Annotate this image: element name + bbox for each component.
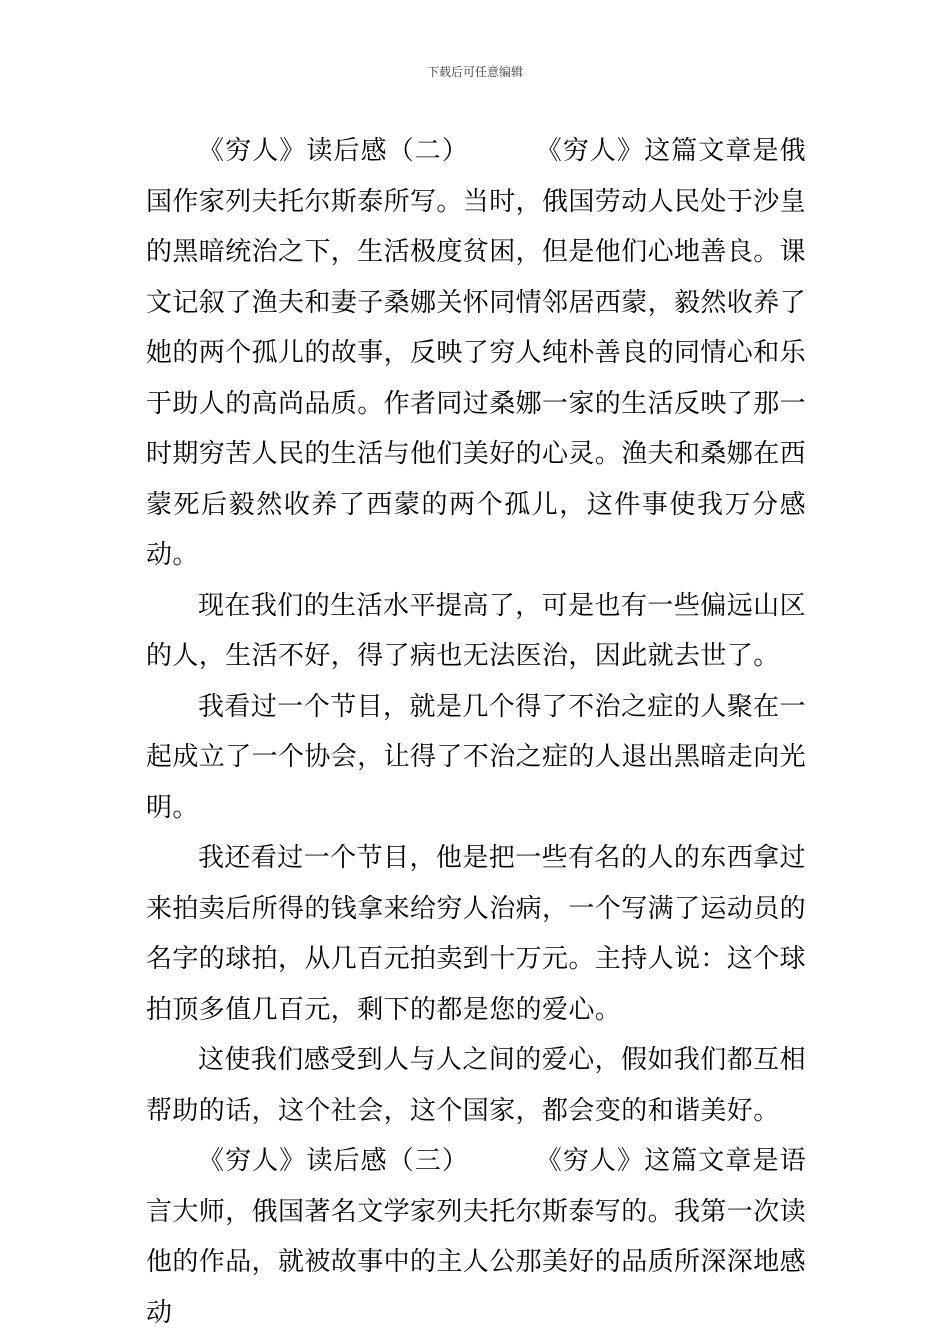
paragraph-4: [146, 833, 806, 1035]
paragraph-1-text: 《穷人》这篇文章是俄国作家列夫托尔斯泰所写。当时，俄国劳动人民处于沙皇的黑暗统治之下，生活极度贫困，但是他们心地善良。课文记叙了渔夫和妻子桑娜关怀同情邻居西蒙，毅然收养了她的两个孤儿的故事，反映了穷人纯朴善良的同情心和乐于助人的高尚品质。作者同过桑娜一家的生活反映了那一时期穷苦人民的生活与他们美好的心灵。渔夫和桑娜在西蒙死后毅然收养了西蒙的两个孤儿，这件事使我万分感动。: [146, 136, 807, 570]
paragraph-2: [146, 581, 806, 682]
page-header-note: 下载后可任意编辑: [426, 65, 523, 79]
essay-heading-3: 《穷人》读后感（三）: [198, 1146, 469, 1176]
paragraph-3: [146, 682, 806, 834]
paragraph-5-text: 这使我们感受到人与人之间的爱心，假如我们都互相帮助的话，这个社会，这个国家，都会变的和谐美好。: [146, 1045, 806, 1126]
paragraph-1: [146, 126, 806, 581]
paragraph-6-text: 《穷人》这篇文章是语言大师，俄国著名文学家列夫托尔斯泰写的。我第一次读他的作品，就被故事中的主人公那美好的品质所深深地感动: [146, 1146, 807, 1328]
paragraph-6: [146, 1136, 806, 1338]
paragraph-2-text: 现在我们的生活水平提高了，可是也有一些偏远山区的人，生活不好，得了病也无法医治，因此就去世了。: [146, 590, 806, 671]
paragraph-3-text: 我看过一个节目，就是几个得了不治之症的人聚在一起成立了一个协会，让得了不治之症的人退出黑暗走向光明。: [146, 691, 807, 823]
paragraph-4-text: 我还看过一个节目，他是把一些有名的人的东西拿过来拍卖后所得的钱拿来给穷人治病，一个写满了运动员的名字的球拍，从几百元拍卖到十万元。主持人说：这个球拍顶多值几百元，剩下的都是您的爱心。: [146, 843, 807, 1025]
document-body: [146, 126, 806, 1338]
paragraph-5: [146, 1035, 806, 1136]
essay-heading-2: 《穷人》读后感（二）: [198, 136, 469, 166]
